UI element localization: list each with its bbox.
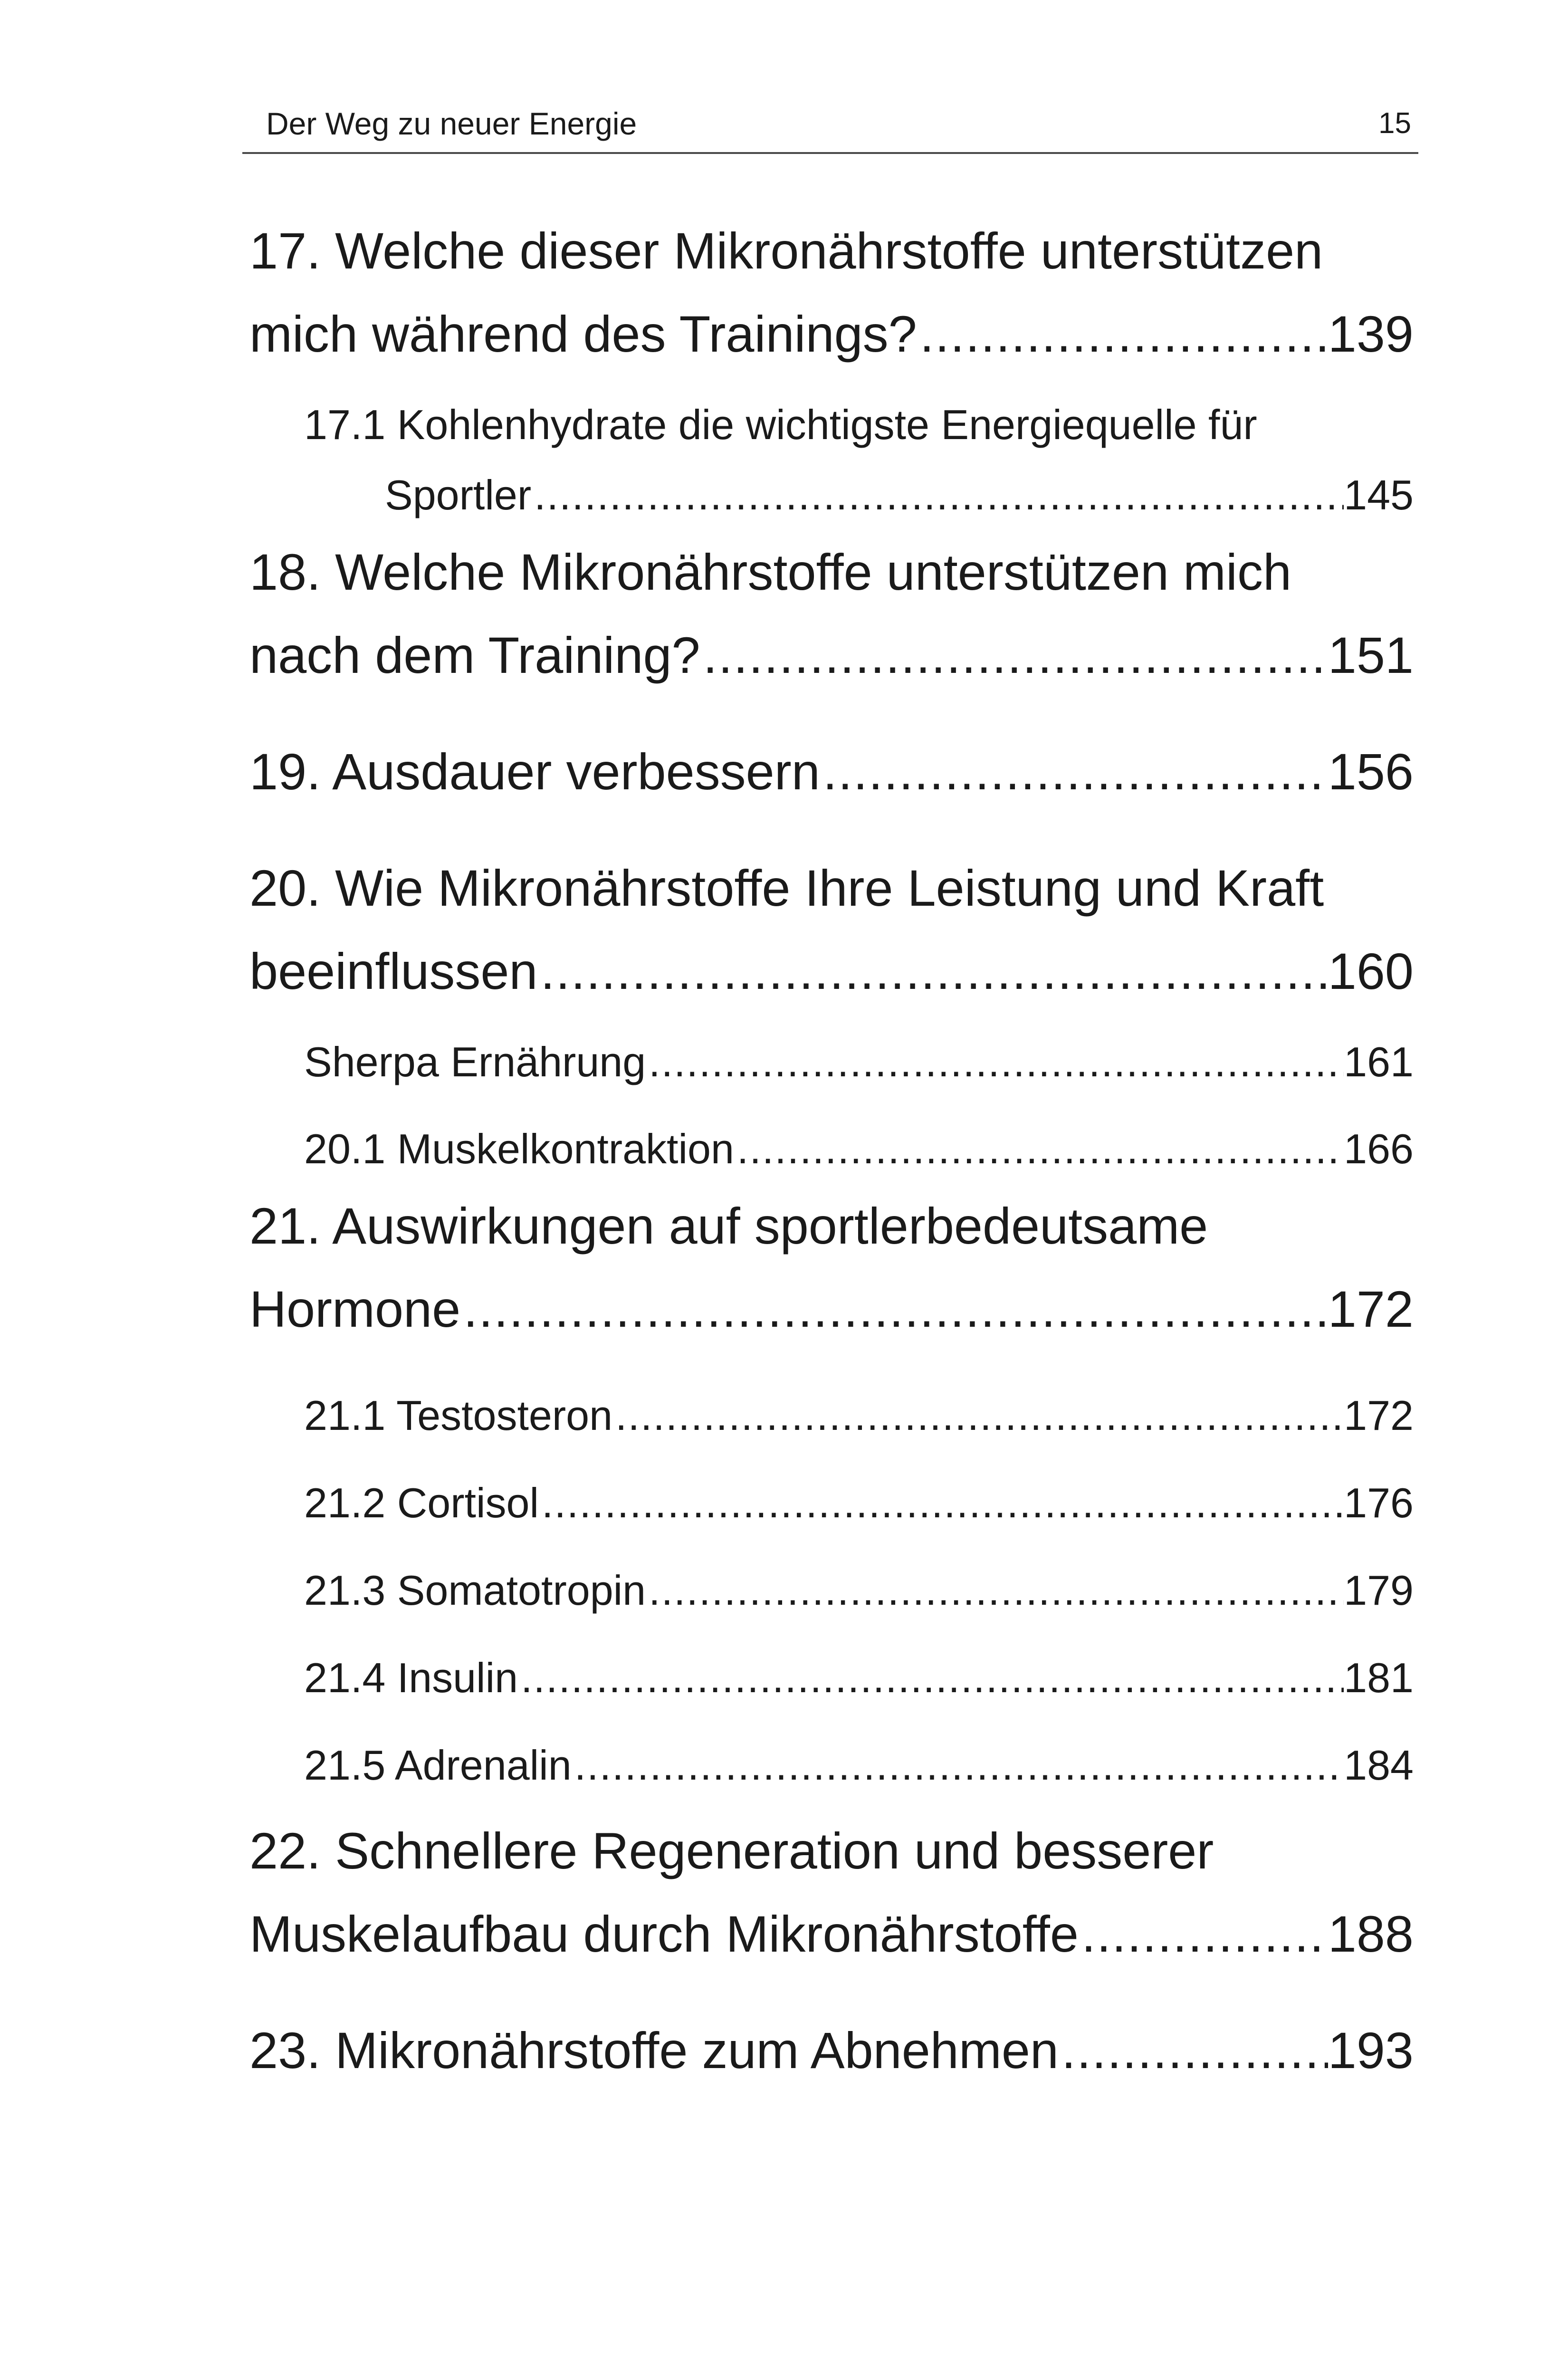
- dot-leader: [646, 1547, 1344, 1634]
- toc-page-number: 193: [1328, 2022, 1414, 2079]
- dot-leader: [460, 1267, 1328, 1351]
- toc-entry-23[interactable]: [249, 2009, 1414, 2092]
- dot-leader: [917, 292, 1328, 375]
- dot-leader: [734, 1114, 1344, 1184]
- toc-entry-18[interactable]: [249, 530, 1414, 697]
- toc-page-number: 179: [1344, 1567, 1414, 1614]
- toc-entry-text: 21.4 Insulin: [304, 1654, 518, 1701]
- toc-entry-17[interactable]: [249, 209, 1414, 375]
- dot-leader: [700, 613, 1328, 697]
- toc-entry-text: 21.2 Cortisol: [304, 1479, 539, 1526]
- dot-leader: [518, 1634, 1344, 1722]
- toc-page-number: 151: [1328, 626, 1414, 684]
- toc-entry-21[interactable]: [249, 1184, 1414, 1351]
- toc-page-number: 188: [1328, 1905, 1414, 1963]
- toc-entry-text: 21.1 Testosteron: [304, 1392, 613, 1439]
- toc-entry-text: 19. Ausdauer verbessern: [249, 743, 820, 800]
- toc-page-number: 181: [1344, 1654, 1414, 1701]
- toc-entry-text: Sportler: [385, 471, 532, 518]
- toc-entry-text: 20.1 Muskelkontraktion: [304, 1125, 734, 1172]
- dot-leader: [820, 730, 1328, 813]
- toc-entry-text: 17. Welche dieser Mikronährstoffe unterstützen: [249, 222, 1323, 279]
- toc-page-number: 172: [1328, 1280, 1414, 1338]
- toc-entry-22[interactable]: [249, 1809, 1414, 1975]
- toc-entry-text: nach dem Training?: [249, 626, 700, 684]
- page-number: 15: [1378, 107, 1411, 140]
- toc-entry-text: Sherpa Ernährung: [304, 1038, 646, 1085]
- toc-entry-sherpa[interactable]: [249, 1027, 1414, 1097]
- toc-entry-20-1[interactable]: [249, 1114, 1414, 1184]
- dot-leader: [537, 929, 1328, 1013]
- dot-leader: [1079, 1892, 1328, 1975]
- toc-entry-text: 20. Wie Mikronährstoffe Ihre Leistung und Kraft: [249, 859, 1324, 917]
- toc-entry-20[interactable]: [249, 846, 1414, 1013]
- toc-entry-text: 22. Schnellere Regeneration und besserer: [249, 1822, 1214, 1879]
- toc-page-number: 161: [1344, 1038, 1414, 1085]
- dot-leader: [1059, 2009, 1328, 2092]
- toc-entry-21-2[interactable]: [249, 1459, 1414, 1547]
- toc-page-number: 184: [1344, 1742, 1414, 1789]
- running-title: Der Weg zu neuer Energie: [266, 106, 637, 141]
- dot-leader: [531, 460, 1344, 530]
- running-header: [242, 97, 1418, 154]
- toc-entry-text: 21.3 Somatotropin: [304, 1567, 646, 1614]
- toc-page-number: 166: [1344, 1125, 1414, 1172]
- toc-entry-text: 23. Mikronährstoffe zum Abnehmen: [249, 2022, 1059, 2079]
- toc-entry-21-3[interactable]: [249, 1547, 1414, 1634]
- toc-page-number: 176: [1344, 1479, 1414, 1526]
- toc-entry-text: 18. Welche Mikronährstoffe unterstützen mich: [249, 543, 1292, 601]
- toc-page-number: 156: [1328, 743, 1414, 800]
- toc-entry-text: mich während des Trainings?: [249, 305, 917, 363]
- toc-page-number: 160: [1328, 942, 1414, 1000]
- table-of-contents: [249, 209, 1414, 2092]
- toc-entry-text: 21.5 Adrenalin: [304, 1742, 572, 1789]
- toc-entry-text: beeinflussen: [249, 942, 538, 1000]
- toc-page-number: 139: [1328, 305, 1414, 363]
- toc-entry-text: 17.1 Kohlenhydrate die wichtigste Energiequelle für: [304, 401, 1257, 448]
- dot-leader: [612, 1372, 1344, 1459]
- toc-page-number: 172: [1344, 1392, 1414, 1439]
- toc-entry-text: 21. Auswirkungen auf sportlerbedeutsame: [249, 1197, 1208, 1255]
- toc-entry-text: Muskelaufbau durch Mikronährstoffe: [249, 1905, 1079, 1963]
- toc-entry-text: Hormone: [249, 1280, 461, 1338]
- toc-entry-21-1[interactable]: [249, 1372, 1414, 1459]
- toc-entry-21-5[interactable]: [249, 1722, 1414, 1809]
- toc-entry-19[interactable]: [249, 730, 1414, 813]
- toc-entry-21-4[interactable]: [249, 1634, 1414, 1722]
- dot-leader: [646, 1027, 1344, 1097]
- toc-entry-17-1[interactable]: [249, 390, 1414, 530]
- dot-leader: [539, 1459, 1344, 1547]
- toc-page-number: 145: [1344, 471, 1414, 518]
- dot-leader: [572, 1722, 1344, 1809]
